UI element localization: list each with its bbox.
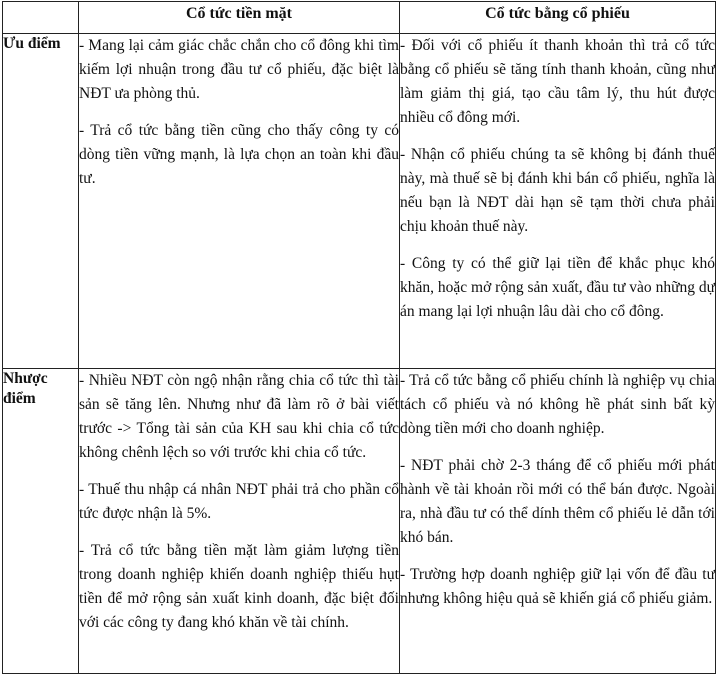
list-item: - Nhiều NĐT còn ngộ nhận rằng chia cổ tức thì tài sản sẽ tăng lên. Nhưng như đã làm rõ ở bài viết trước -> Tổng tài sản của KH sau khi chia cổ tức không chênh lệch so với trước khi chia cổ tức. [79,372,399,461]
list-item: - Nhận cổ phiếu chúng ta sẽ không bị đánh thuế này, mà thuế sẽ bị đánh khi bán cổ phiếu, nghĩa là nếu bạn là NĐT dài hạn sẽ tạm thời chưa phải chịu khoản thuế này. [400,146,715,235]
row-label-advantages: Ưu điểm [3,34,79,369]
advantages-cash-cell [79,34,400,369]
list-item: - Trường hợp doanh nghiệp giữ lại vốn để đầu tư nhưng không hiệu quả sẽ khiến giá cổ phiếu giảm. [400,566,715,607]
list-item: - Trả cổ tức bằng tiền cũng cho thấy công ty có dòng tiền vững mạnh, là lựa chọn an toàn khi đầu tư. [79,122,399,187]
row-label-disadvantages: Nhược điểm [3,369,79,674]
list-item: - Mang lại cảm giác chắc chắn cho cổ đông khi tìm kiếm lợi nhuận trong đầu tư cổ phiếu, đặc biệt là NĐT ưa phòng thủ. [79,37,399,102]
list-item: - Công ty có thể giữ lại tiền để khắc phục khó khăn, hoặc mở rộng sản xuất, đầu tư vào những dự án mang lại lợi nhuận lâu dài cho cổ đông. [400,255,715,320]
list-item: - Thuế thu nhập cá nhân NĐT phải trả cho phần cổ tức được nhận là 5%. [79,481,399,522]
comparison-table [2,1,716,674]
header-row [3,2,716,34]
list-item: - Trả cổ tức bằng cổ phiếu chính là nghiệp vụ chia tách cổ phiếu và nó không hề phát sinh bất kỳ dòng tiền mới cho doanh nghiệp. [400,372,715,437]
header-corner-cell [3,2,79,34]
header-cash-dividend: Cổ tức tiền mặt [79,2,400,34]
header-stock-dividend: Cổ tức bằng cổ phiếu [400,2,716,34]
advantages-stock-cell [400,34,716,369]
table-row-disadvantages [3,369,716,674]
disadvantages-stock-cell [400,369,716,674]
list-item: - NĐT phải chờ 2-3 tháng để cổ phiếu mới phát hành về tài khoản rồi mới có thể bán được. Ngoài ra, nhà đầu tư có thể dính thêm cổ phiếu lẻ dẫn tới khó bán. [400,457,715,546]
disadvantages-cash-cell [79,369,400,674]
table-row-advantages [3,34,716,369]
list-item: - Đối với cổ phiếu ít thanh khoản thì trả cổ tức bằng cổ phiếu sẽ tăng tính thanh khoản, cũng như làm giảm thị giá, tạo cầu tâm lý, thu hút được nhiều cổ đông mới. [400,37,715,126]
list-item: - Trả cổ tức bằng tiền mặt làm giảm lượng tiền trong doanh nghiệp khiến doanh nghiệp thiếu hụt tiền để mở rộng sản xuất kinh doanh, đặc biệt đối với các công ty đang khó khăn về tài chính. [79,542,399,631]
